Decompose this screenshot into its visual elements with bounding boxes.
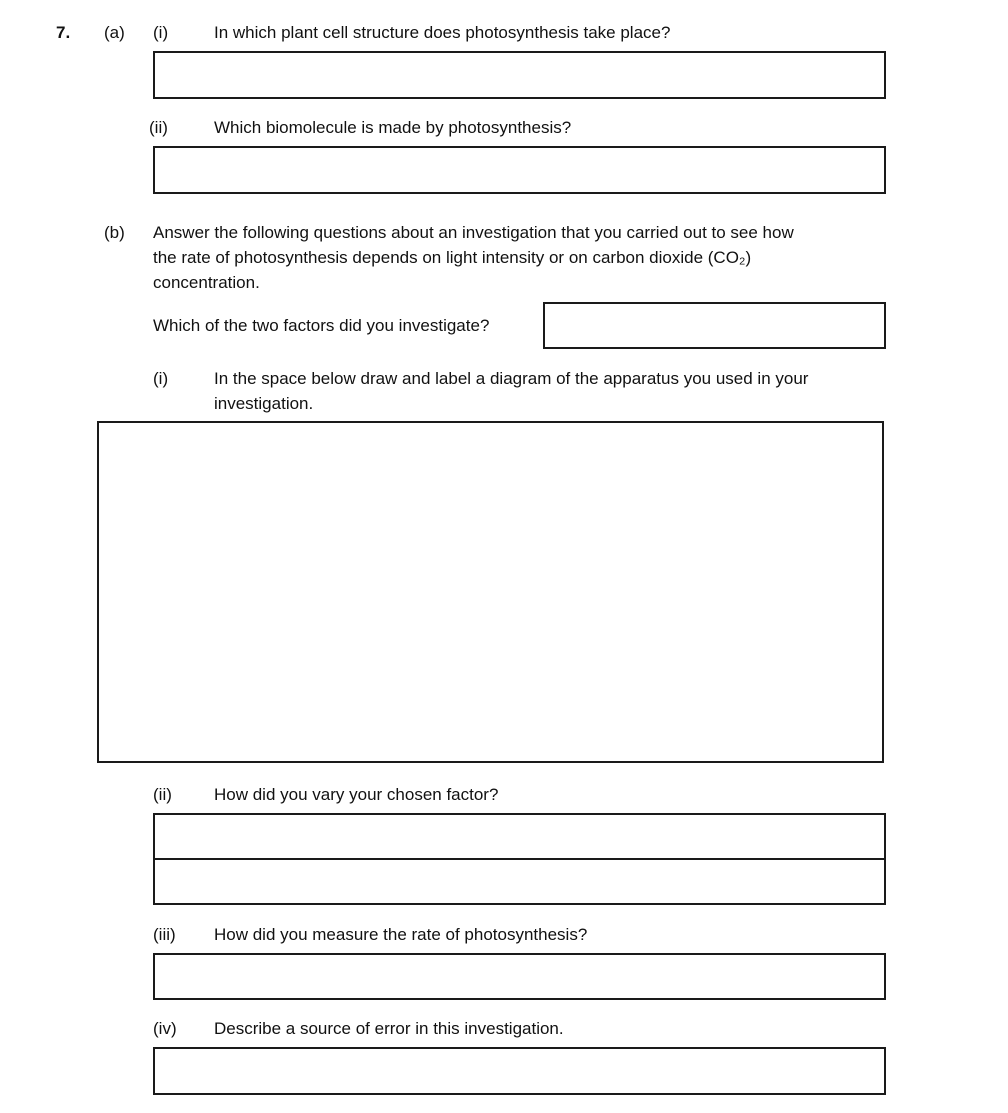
question-number: 7.	[56, 23, 71, 42]
part-b-i-line-2: investigation.	[214, 394, 314, 413]
answer-box-b-iv[interactable]	[153, 1047, 886, 1095]
part-a-i-label: (i)	[153, 23, 169, 42]
diagram-drawing-area[interactable]	[97, 421, 884, 763]
part-b-iii-question: How did you measure the rate of photosynthesis?	[214, 925, 588, 944]
part-b-iii-label: (iii)	[153, 925, 176, 944]
answer-box-factor[interactable]	[543, 302, 886, 349]
part-b-intro-line-2: the rate of photosynthesis depends on light intensity or on carbon dioxide (CO₂)	[153, 248, 752, 267]
part-b-intro-line-1: Answer the following questions about an investigation that you carried out to see how	[153, 223, 794, 242]
part-b-intro-line-3: concentration.	[153, 273, 260, 292]
part-a-label: (a)	[104, 23, 125, 42]
answer-box-a-ii[interactable]	[153, 146, 886, 194]
answer-box-b-ii[interactable]	[153, 813, 886, 905]
part-b-label: (b)	[104, 223, 125, 242]
answer-box-b-iii[interactable]	[153, 953, 886, 1000]
factor-question: Which of the two factors did you investigate?	[153, 316, 490, 335]
part-b-ii-label: (ii)	[153, 785, 172, 804]
part-b-iv-question: Describe a source of error in this investigation.	[214, 1019, 564, 1038]
part-a-i-question: In which plant cell structure does photosynthesis take place?	[214, 23, 671, 42]
part-b-i-label: (i)	[153, 369, 169, 388]
part-b-ii-question: How did you vary your chosen factor?	[214, 785, 499, 804]
part-a-ii-question: Which biomolecule is made by photosynthesis?	[214, 118, 572, 137]
answer-box-divider	[155, 858, 884, 860]
part-a-ii-label: (ii)	[149, 118, 168, 137]
part-b-i-line-1: In the space below draw and label a diagram of the apparatus you used in your	[214, 369, 809, 388]
part-b-iv-label: (iv)	[153, 1019, 177, 1038]
answer-box-a-i[interactable]	[153, 51, 886, 99]
